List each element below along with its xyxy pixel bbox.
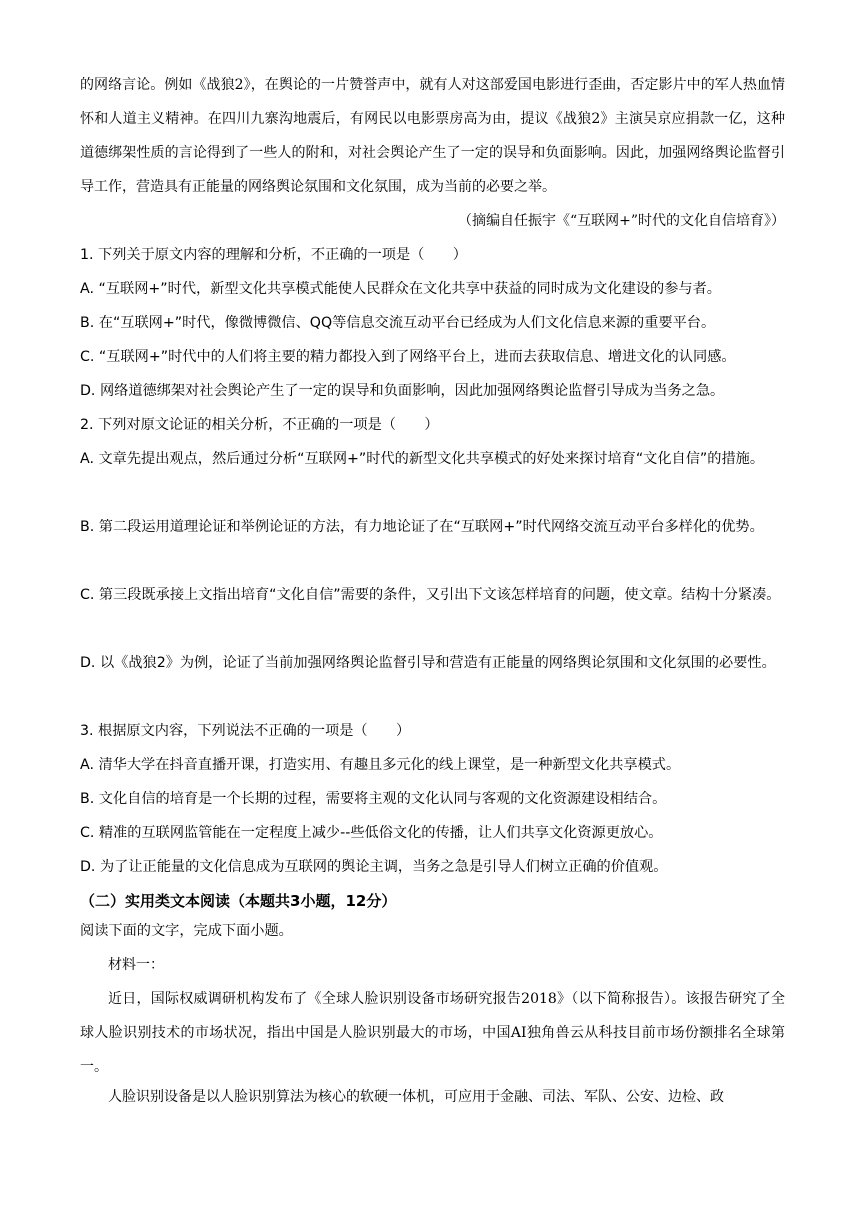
section-heading: （二）实用类文本阅读（本题共3小题，12分） xyxy=(80,892,397,910)
section-instruction: 阅读下面的文字，完成下面小题。 xyxy=(80,923,293,939)
material-label: 材料一： xyxy=(108,957,164,973)
question-3-option-a: A. 清华大学在抖音直播开课，打造实用、有趣且多元化的线上课堂，是一种新型文化共享模式。 xyxy=(80,757,681,773)
question-1-option-c: C. “互联网+”时代中的人们将主要的精力都投入到了网络平台上，进而去获取信息、增进文化的认同感。 xyxy=(80,349,736,365)
question-3-stem: 3. 根据原文内容，下列说法不正确的一项是（ ） xyxy=(80,723,411,739)
question-3-option-b: B. 文化自信的培育是一个长期的过程，需要将主观的文化认同与客观的文化资源建设相结合。 xyxy=(80,791,667,807)
question-1-option-a: A. “互联网+”时代，新型文化共享模式能使人民群众在文化共享中获益的同时成为文化建设的参与者。 xyxy=(80,281,721,297)
material-paragraph-1: 近日，国际权威调研机构发布了《全球人脸识别设备市场研究报告2018》（以下简称报告）。该报告研究了全球人脸识别技术的市场状况，指出中国是人脸识别最大的市场，中国AI独角兽云从科技目前市场份额排名全球第一。 xyxy=(80,991,785,1075)
question-2-option-a: A. 文章先提出观点，然后通过分析“互联网+”时代的新型文化共享模式的好处来探讨培育“文化自信”的措施。 xyxy=(80,451,765,467)
material-paragraph-2: 人脸识别设备是以人脸识别算法为核心的软硬一体机，可应用于金融、司法、军队、公安、边检、政 xyxy=(108,1089,724,1105)
passage-source: （摘编自任振宇《“互联网+”时代的文化自信培育》） xyxy=(457,213,785,229)
question-1-option-b: B. 在“互联网+”时代，像微博微信、QQ等信息交流互动平台已经成为人们文化信息来源的重要平台。 xyxy=(80,315,716,331)
question-1-option-d: D. 网络道德绑架对社会舆论产生了一定的误导和负面影响，因此加强网络舆论监督引导成为当务之急。 xyxy=(80,383,725,399)
question-1-stem: 1. 下列关于原文内容的理解和分析，不正确的一项是（ ） xyxy=(80,247,467,263)
question-2-option-c: C. 第三段既承接上文指出培育“文化自信”需要的条件，又引出下文该怎样培育的问题，使文章。结构十分紧凑。 xyxy=(80,587,781,603)
question-3-option-d: D. 为了让正能量的文化信息成为互联网的舆论主调，当务之急是引导人们树立正确的价值观。 xyxy=(80,859,668,875)
question-2-option-d: D. 以《战狼2》为例，论证了当前加强网络舆论监督引导和营造有正能量的网络舆论氛围和文化氛围的必要性。 xyxy=(80,655,776,671)
question-2-option-b: B. 第二段运用道理论证和举例论证的方法，有力地论证了在“互联网+”时代网络交流互动平台多样化的优势。 xyxy=(80,519,764,535)
passage-paragraph: 的网络言论。例如《战狼2》，在舆论的一片赞誉声中，就有人对这部爱国电影进行歪曲，否定影片中的军人热血情怀和人道主义精神。在四川九寨沟地震后，有网民以电影票房高为由，提议《战狼2》主演吴京应捐款一亿，这种道德绑架性质的言论得到了一些人的附和，对社会舆论产生了一定的误导和负面影响。因此，加强网络舆论监督引导工作，营造具有正能量的网络舆论氛围和文化氛围，成为当前的必要之举。 xyxy=(80,77,785,195)
question-2-stem: 2. 下列对原文论证的相关分析，不正确的一项是（ ） xyxy=(80,417,439,433)
question-3-option-c: C. 精准的互联网监管能在一定程度上减少--些低俗文化的传播，让人们共享文化资源更放心。 xyxy=(80,825,663,841)
